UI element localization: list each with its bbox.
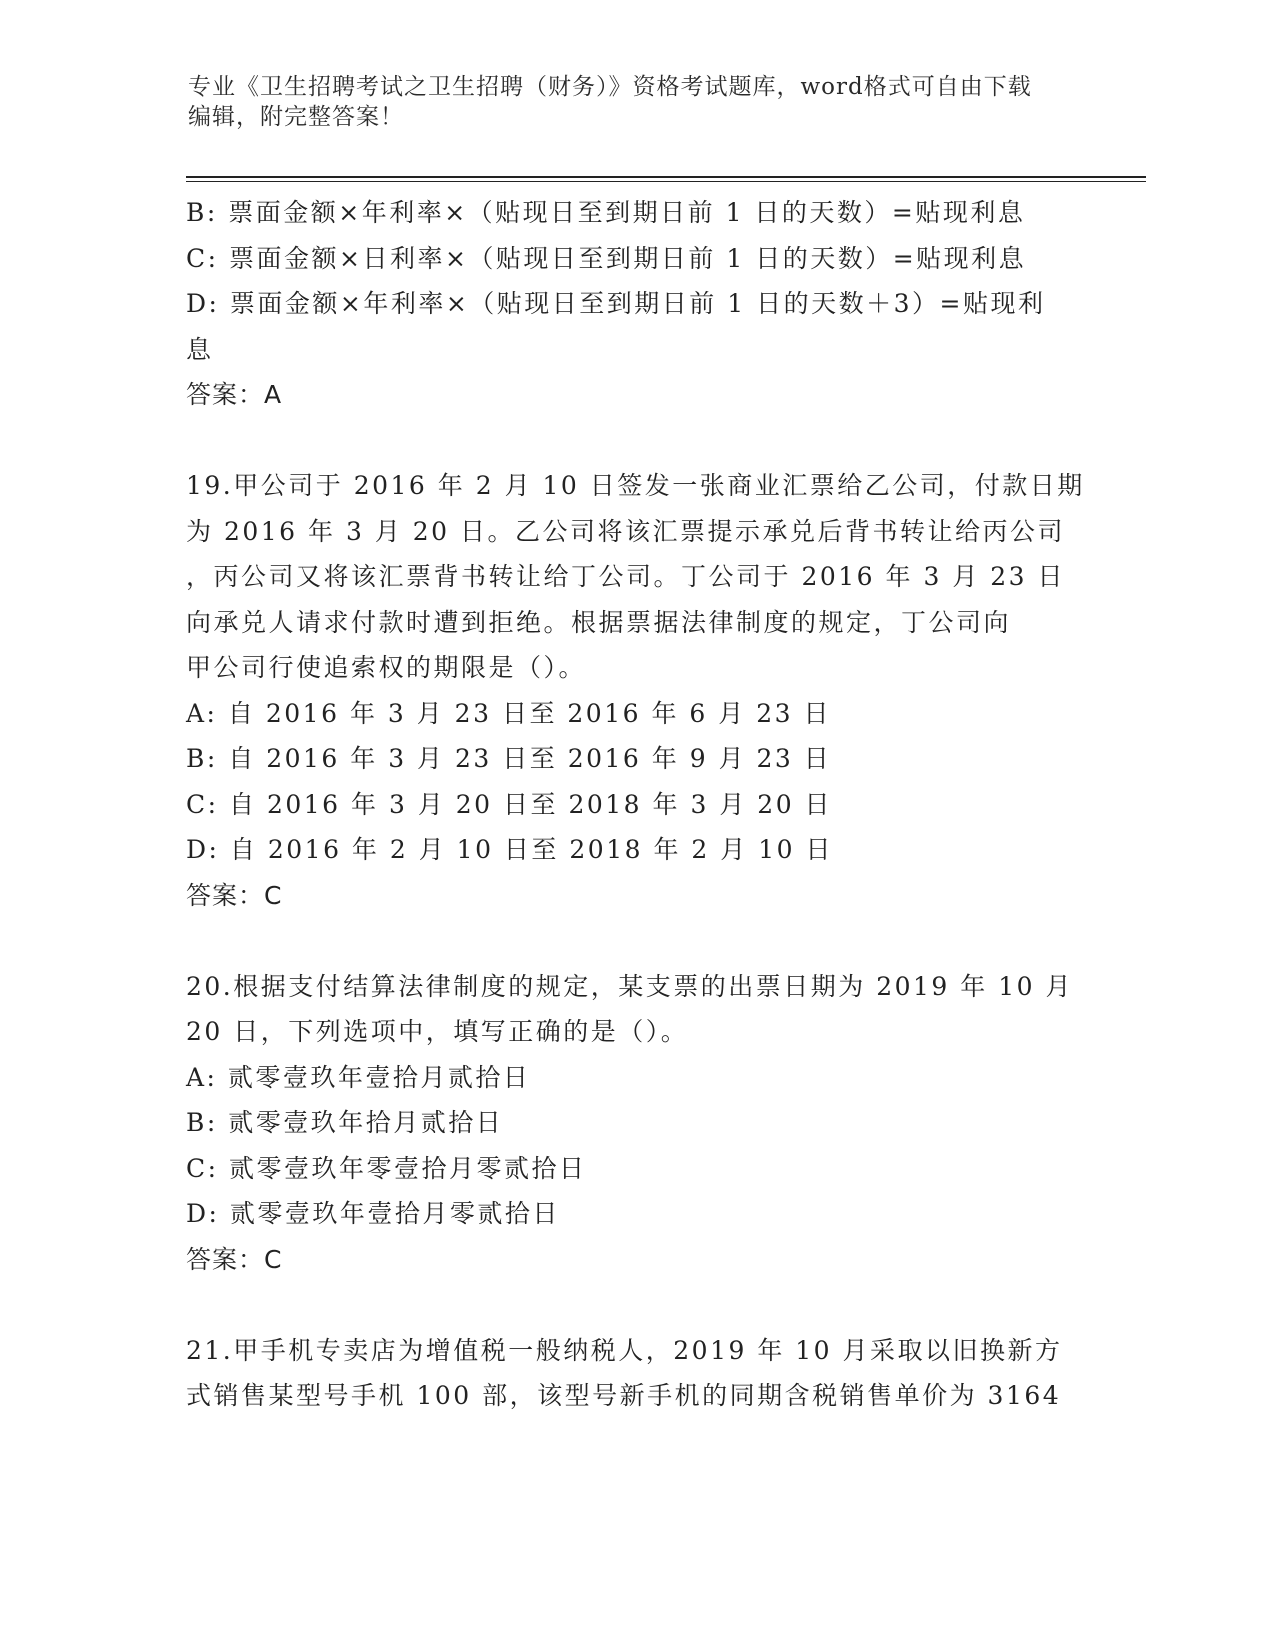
- spacer: [186, 918, 1066, 964]
- page-header: [188, 72, 1068, 132]
- header-line-1: 专业《卫生招聘考试之卫生招聘（财务）》资格考试题库，word格式可自由下载: [188, 74, 1032, 100]
- question-19: [186, 463, 1085, 918]
- option-b: B: 自 2016 年 3 月 23 日至 2016 年 9 月 23 日: [186, 744, 832, 773]
- option-d: D: 自 2016 年 2 月 10 日至 2018 年 2 月 10 日: [186, 835, 833, 864]
- question-stem-line: 为 2016 年 3 月 20 日。乙公司将该汇票提示承兑后背书转让给丙公司: [186, 516, 1066, 546]
- question-20: [186, 964, 1073, 1283]
- question-stem-line: 20.根据支付结算法律制度的规定，某支票的出票日期为 2019 年 10 月: [186, 971, 1073, 1001]
- option-c: C: 自 2016 年 3 月 20 日至 2018 年 3 月 20 日: [186, 789, 833, 819]
- option-d-continued: 息: [186, 334, 214, 364]
- answer-19: 答案：C: [186, 880, 283, 910]
- option-a: A: 贰零壹玖年壹拾月贰拾日: [186, 1062, 531, 1092]
- question-18-tail: [186, 190, 1066, 418]
- question-21: [186, 1328, 1066, 1419]
- option-c: C: 贰零壹玖年零壹拾月零贰拾日: [186, 1153, 587, 1183]
- option-b: B: 贰零壹玖年拾月贰拾日: [186, 1108, 504, 1137]
- option-d: D: 票面金额×年利率×（贴现日至到期日前 1 日的天数＋3）=贴现利: [186, 289, 1046, 318]
- spacer: [186, 1282, 1066, 1328]
- answer-20: 答案：C: [186, 1244, 283, 1274]
- spacer: [186, 418, 1066, 464]
- document-body: [186, 190, 1085, 1419]
- option-d: D: 贰零壹玖年壹拾月零贰拾日: [186, 1199, 560, 1228]
- answer-18: 答案：A: [186, 380, 283, 409]
- question-stem-line: 21.甲手机专卖店为增值税一般纳税人，2019 年 10 月采取以旧换新方: [186, 1335, 1063, 1365]
- question-stem-line: 式销售某型号手机 100 部，该型号新手机的同期含税销售单价为 3164: [186, 1381, 1062, 1410]
- option-a: A: 自 2016 年 3 月 23 日至 2016 年 6 月 23 日: [186, 698, 831, 728]
- option-c: C: 票面金额×日利率×（贴现日至到期日前 1 日的天数）=贴现利息: [186, 243, 1027, 273]
- question-stem-line: 甲公司行使追索权的期限是（）。: [186, 653, 587, 682]
- header-divider-thick: [186, 176, 1146, 178]
- question-stem-line: 20 日，下列选项中，填写正确的是（）。: [186, 1017, 689, 1046]
- header-line-2: 编辑，附完整答案！: [188, 104, 404, 130]
- question-stem-line: ，丙公司又将该汇票背书转让给丁公司。丁公司于 2016 年 3 月 23 日: [186, 562, 1066, 591]
- option-b: B: 票面金额×年利率×（贴现日至到期日前 1 日的天数）=贴现利息: [186, 198, 1026, 227]
- header-divider-thin: [186, 181, 1146, 182]
- question-stem-line: 19.甲公司于 2016 年 2 月 10 日签发一张商业汇票给乙公司，付款日期: [186, 471, 1085, 500]
- question-stem-line: 向承兑人请求付款时遭到拒绝。根据票据法律制度的规定，丁公司向: [186, 607, 1012, 637]
